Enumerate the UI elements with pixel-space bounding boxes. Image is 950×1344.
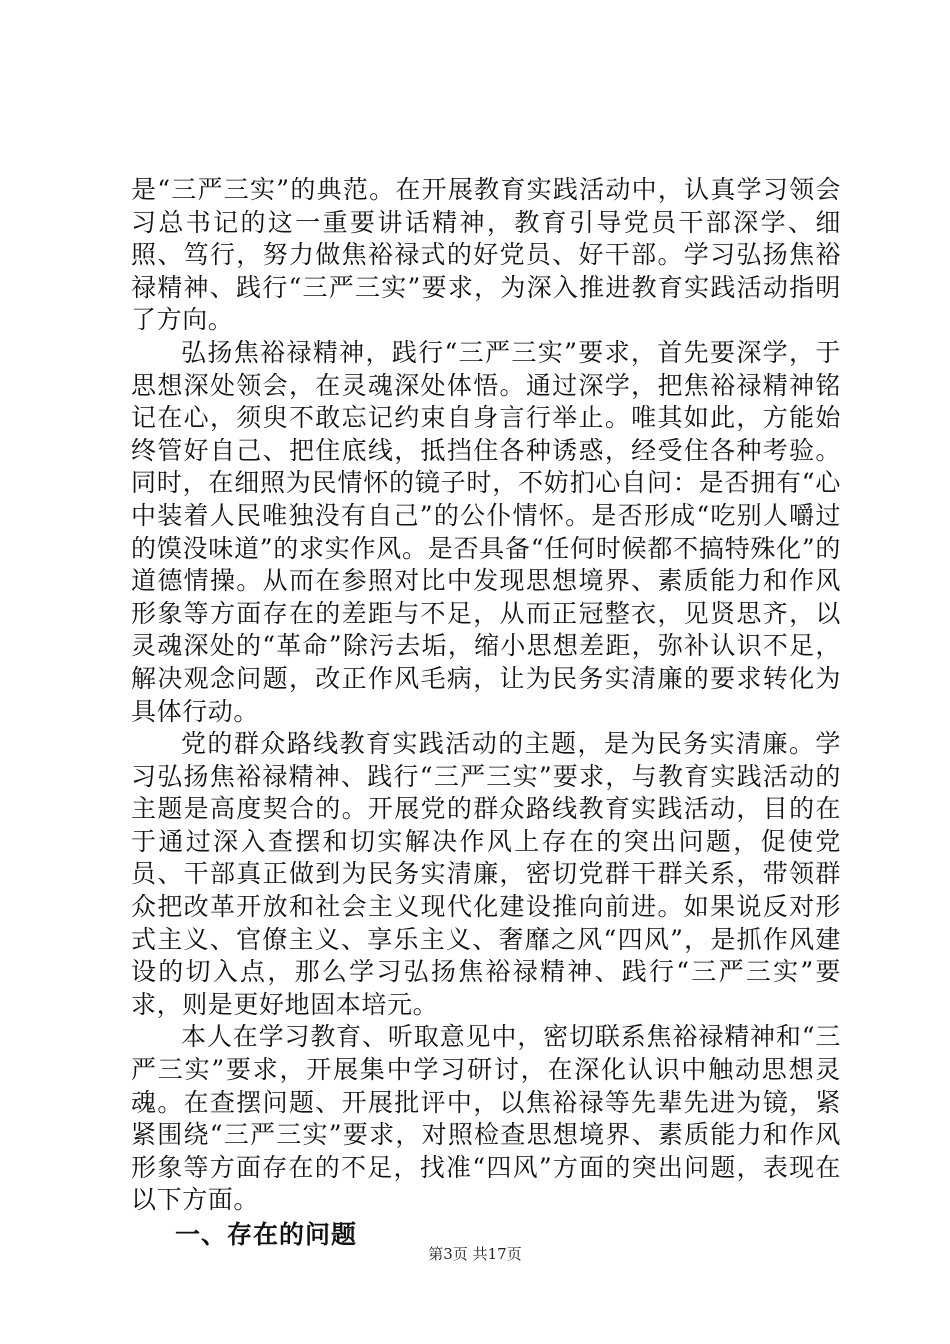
section-heading: 一、存在的问题 [175,1220,358,1249]
page-footer: 第3页 共17页 [428,1245,522,1263]
paragraph-2: 弘扬焦裕禄精神，践行“三严三实”要求，首先要深学，于思想深处领会，在灵魂深处体悟。通过深学，把焦裕禄精神铭记在心，须臾不敢忘记约束自身言行举止。唯其如此，方能始终管好自己、把住底线，抵挡住各种诱惑，经受住各种考验。同时，在细照为民情怀的镜子时，不妨扪心自问：是否拥有“心中装着人民唯独没有自己”的公仆情怀。是否形成“吃别人嚼过的馍没味道”的求实作风。是否具备“任何时候都不搞特殊化”的道德情操。从而在参照对比中发现思想境界、素质能力和作风形象等方面存在的差距与不足，从而正冠整衣，见贤思齐，以灵魂深处的“革命”除污去垢，缩小思想差距，弥补认识不足，解决观念问题，改正作风毛病，让为民务实清廉的要求转化为具体行动。 [131,337,841,726]
document-body [131,174,841,1253]
paragraph-4: 本人在学习教育、听取意见中，密切联系焦裕禄精神和“三严三实”要求，开展集中学习研讨，在深化认识中触动思想灵魂。在查摆问题、开展批评中，以焦裕禄等先辈先进为镜，紧紧围绕“三严三实”要求，对照检查思想境界、素质能力和作风形象等方面存在的不足，找准“四风”方面的突出问题，表现在以下方面。 [131,1022,841,1215]
paragraph-1: 是“三严三实”的典范。在开展教育实践活动中，认真学习领会习总书记的这一重要讲话精神，教育引导党员干部深学、细照、笃行，努力做焦裕禄式的好党员、好干部。学习弘扬焦裕禄精神、践行“三严三实”要求，为深入推进教育实践活动指明了方向。 [131,175,841,335]
paragraph-3: 党的群众路线教育实践活动的主题，是为民务实清廉。学习弘扬焦裕禄精神、践行“三严三实”要求，与教育实践活动的主题是高度契合的。开展党的群众路线教育实践活动，目的在于通过深入查摆和切实解决作风上存在的突出问题，促使党员、干部真正做到为民务实清廉，密切党群干群关系，带领群众把改革开放和社会主义现代化建设推向前进。如果说反对形式主义、官僚主义、享乐主义、奢靡之风“四风”，是抓作风建设的切入点，那么学习弘扬焦裕禄精神、践行“三严三实”要求，则是更好地固本培元。 [131,729,841,1019]
